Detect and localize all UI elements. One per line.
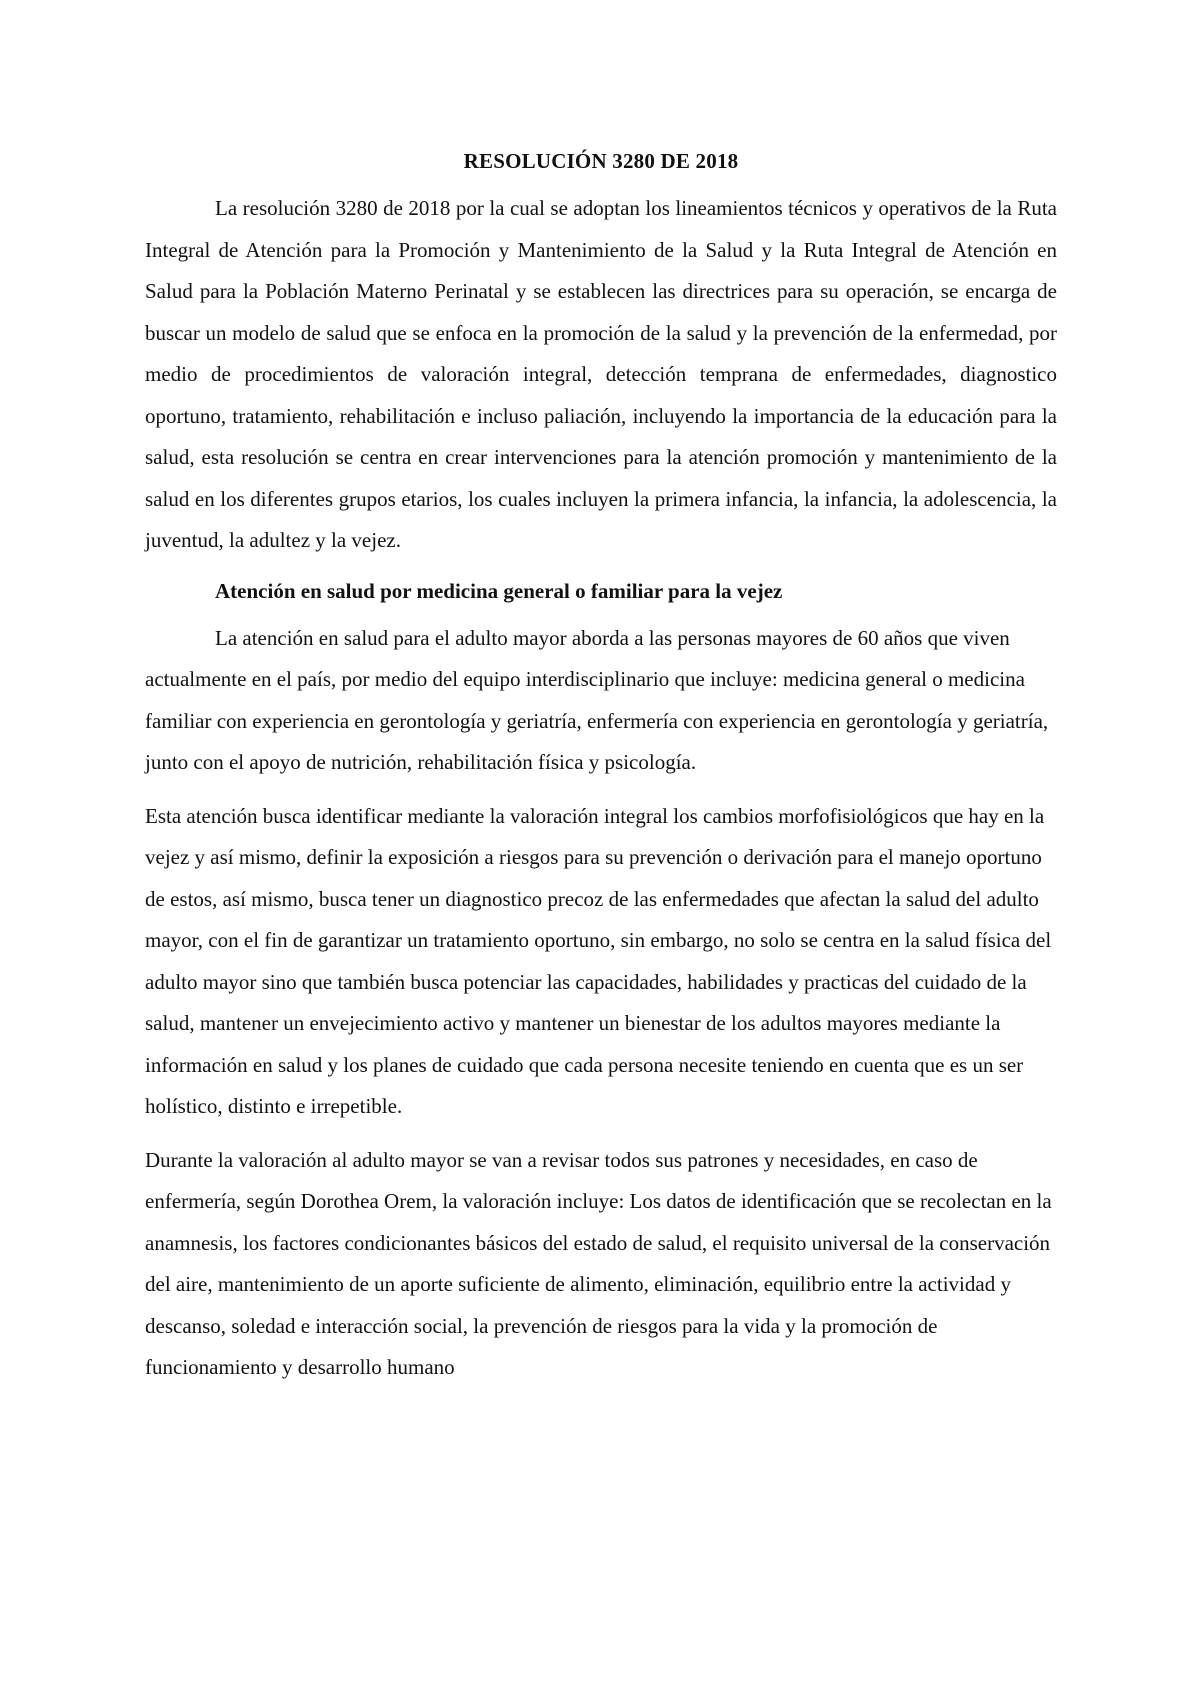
document-title: RESOLUCIÓN 3280 DE 2018: [463, 149, 739, 173]
document-body: [145, 140, 1057, 1389]
paragraph-assessment-orem: Durante la valoración al adulto mayor se van a revisar todos sus patrones y necesidades, en caso de enfermería, según Dorothea Orem, la valoración incluye: Los datos de identificación que se recolectan en la anamnesis, los factores condicionantes básicos del estado de salud, el requisito universal de la conservación del aire, mantenimiento de un aporte suficiente de alimento, eliminación, equilibrio entre la actividad y descanso, soledad e interacción social, la prevención de riesgos para la vida y la promoción de funcionamiento y desarrollo humano: [145, 1147, 1052, 1379]
section-heading-elderly-care: Atención en salud por medicina general o familiar para la vejez: [215, 578, 783, 603]
paragraph-care-objectives: Esta atención busca identificar mediante la valoración integral los cambios morfofisiológicos que hay en la vejez y así mismo, definir la exposición a riesgos para su prevención o derivación para el manejo oportuno de estos, así mismo, busca tener un diagnostico precoz de las enfermedades que afectan la salud del adulto mayor, con el fin de garantizar un tratamiento oportuno, sin embargo, no solo se centra en la salud física del adulto mayor sino que también busca potenciar las capacidades, habilidades y practicas del cuidado de la salud, mantener un envejecimiento activo y mantener un bienestar de los adultos mayores mediante la información en salud y los planes de cuidado que cada persona necesite teniendo en cuenta que es un ser holístico, distinto e irrepetible.: [145, 803, 1052, 1118]
paragraph-elderly-care-team: La atención en salud para el adulto mayor aborda a las personas mayores de 60 años que viven actualmente en el país, por medio del equipo interdisciplinario que incluye: medicina general o medicina familiar con experiencia en gerontología y geriatría, enfermería con experiencia en gerontología y geriatría, junto con el apoyo de nutrición, rehabilitación física y psicología.: [145, 625, 1049, 774]
paragraph-resolution-summary: La resolución 3280 de 2018 por la cual se adoptan los lineamientos técnicos y operativos de la Ruta Integral de Atención para la Promoción y Mantenimiento de la Salud y la Ruta Integral de Atención en Salud para la Población Materno Perinatal y se establecen las directrices para su operación, se encarga de buscar un modelo de salud que se enfoca en la promoción de la salud y la prevención de la enfermedad, por medio de procedimientos de valoración integral, detección temprana de enfermedades, diagnostico oportuno, tratamiento, rehabilitación e incluso paliación, incluyendo la importancia de la educación para la salud, esta resolución se centra en crear intervenciones para la atención promoción y mantenimiento de la salud en los diferentes grupos etarios, los cuales incluyen la primera infancia, la infancia, la adolescencia, la juventud, la adultez y la vejez.: [145, 196, 1057, 552]
